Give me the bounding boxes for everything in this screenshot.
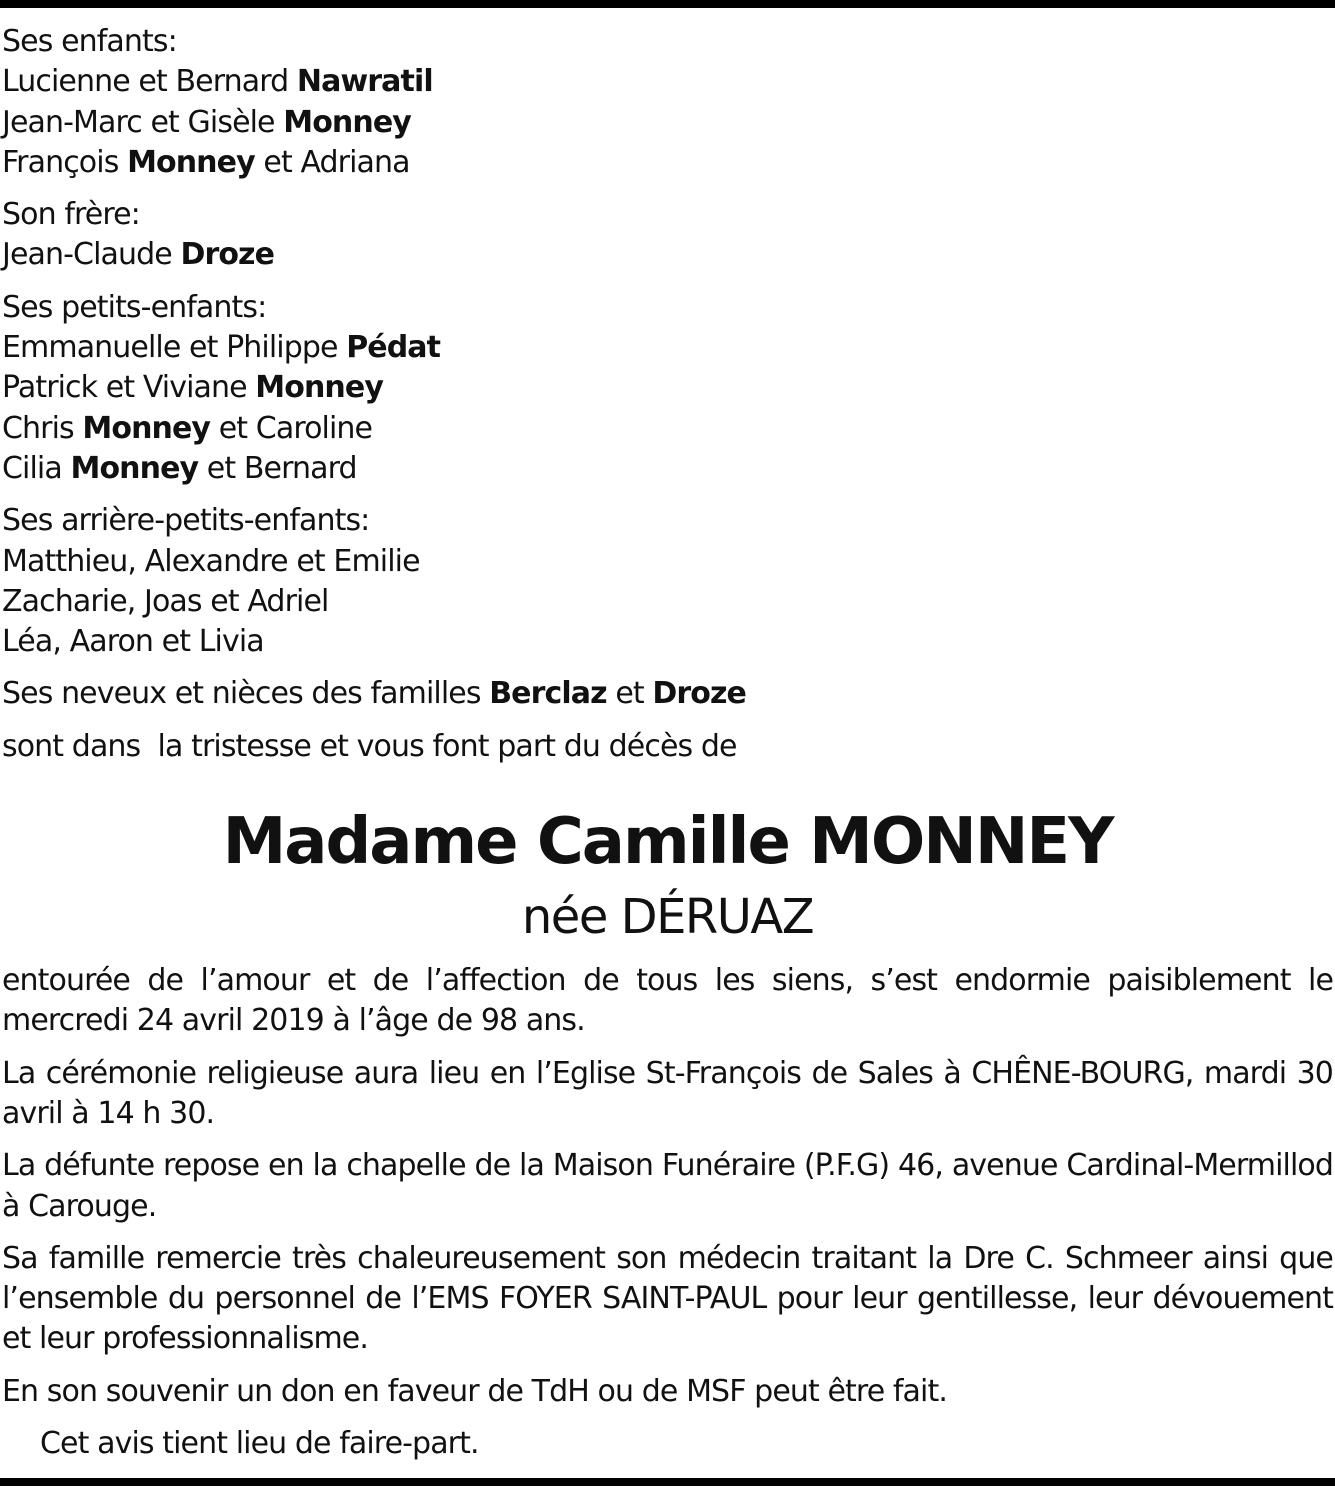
child-line: Jean-Marc et Gisèle Monney [2,104,411,140]
bottom-rule [0,1478,1335,1486]
ceremony-paragraph: La cérémonie religieuse aura lieu en l’Eglise St-François de Sales à CHÊNE-BOURG, mardi 30 avril à 14 h 30. [2,1055,1333,1131]
obituary-notice [2,22,1333,1476]
announcement-text: sont dans la tristesse et vous font part du décès de [2,728,737,764]
grandchildren-heading: Ses petits-enfants: [2,289,267,325]
great-grandchild-line: Léa, Aaron et Livia [2,624,264,660]
child-line: Lucienne et Bernard Nawratil [2,64,433,100]
grandchildren-section [2,288,1333,489]
children-section [2,22,1333,183]
child-line: François Monney et Adriana [2,144,410,180]
grandchild-line: Emmanuelle et Philippe Pédat [2,330,441,366]
maiden-name: née DÉRUAZ [521,889,814,946]
brother-heading: Son frère: [2,197,140,233]
grandchild-line: Chris Monney et Caroline [2,410,373,446]
thanks-paragraph: Sa famille remercie très chaleureusement son médecin traitant la Dre C. Schmeer ainsi que l’ensemble du personnel de l’EMS FOYER SAINT-PAUL pour leur gentillesse, leur dévouement et leur professionnalisme. [2,1240,1333,1357]
brother-section [2,195,1333,276]
grandchild-line: Cilia Monney et Bernard [2,450,357,486]
great-grandchildren-section [2,501,1333,662]
donation-paragraph: En son souvenir un don en faveur de TdH ou de MSF peut être fait. [2,1373,947,1409]
children-heading: Ses enfants: [2,24,177,59]
repose-paragraph: La défunte repose en la chapelle de la Maison Funéraire (P.F.G) 46, avenue Cardinal-Mermillod à Carouge. [2,1148,1333,1224]
notice-paragraph: Cet avis tient lieu de faire-part. [40,1426,479,1462]
grandchild-line: Patrick et Viviane Monney [2,370,383,406]
top-rule [0,0,1335,8]
deceased-name: Madame Camille MONNEY [222,805,1113,880]
brother-line: Jean-Claude Droze [2,237,275,273]
death-paragraph: entourée de l’amour et de l’affection de tous les siens, s’est endormie paisiblement le mercredi 24 avril 2019 à l’âge de 98 ans. [2,963,1333,1039]
nephews-line: Ses neveux et nièces des familles Berclaz et Droze [2,676,747,712]
great-grandchild-line: Zacharie, Joas et Adriel [2,583,329,619]
great-grandchildren-heading: Ses arrière-petits-enfants: [2,503,370,539]
great-grandchild-line: Matthieu, Alexandre et Emilie [2,543,420,579]
nephews-section [2,674,1333,714]
